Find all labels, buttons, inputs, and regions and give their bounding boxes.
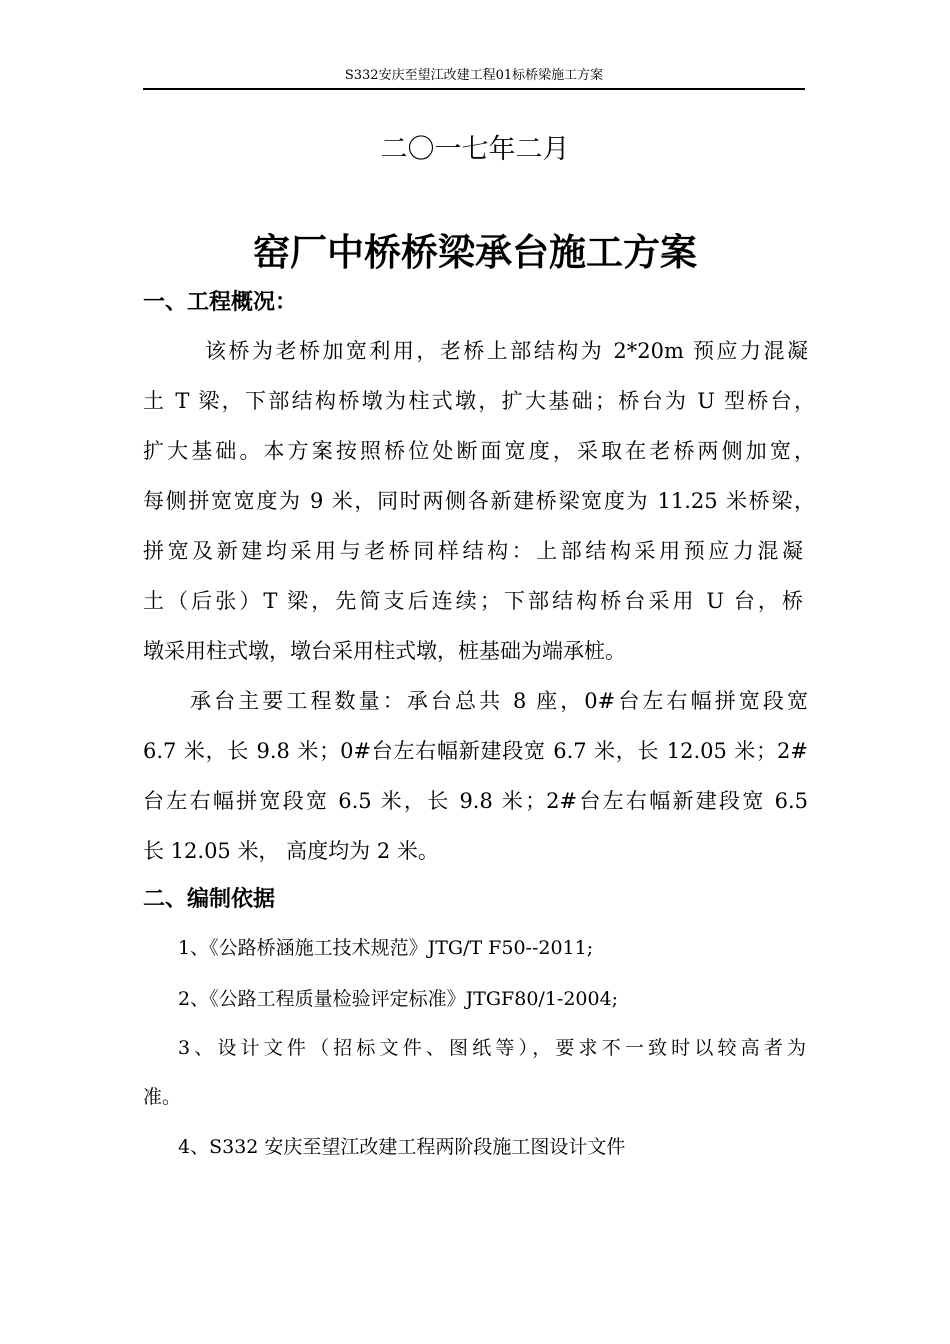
- basis-item: 4、S332 安庆至望江改建工程两阶段施工图设计文件: [178, 1136, 626, 1158]
- basis-item: 3、设计文件（招标文件、图纸等），要求不一致时以较高者为: [178, 1037, 806, 1059]
- overview-line: 土（后张）T 梁，先简支后连续；下部结构桥台采用 U 台，桥: [143, 589, 803, 613]
- quantity-line: 6.7 米，长 9.8 米；0#台左右幅新建段宽 6.7 米，长 12.05 米；2#: [143, 739, 808, 763]
- document-date: 二〇一七年二月: [380, 134, 570, 165]
- basis-item: 1、《公路桥涵施工技术规范》JTG/T F50--2011;: [178, 937, 594, 959]
- basis-item: 准。: [143, 1086, 182, 1108]
- overview-line: 该桥为老桥加宽利用，老桥上部结构为 2*20m 预应力混凝: [205, 339, 808, 363]
- quantity-line: 台左右幅拼宽段宽 6.5 米，长 9.8 米；2#台左右幅新建段宽 6.5: [143, 789, 808, 813]
- document-title: 窑厂中桥桥梁承台施工方案: [253, 231, 697, 274]
- page-header: S332安庆至望江改建工程01标桥梁施工方案: [143, 66, 805, 90]
- quantity-line: 长 12.05 米， 高度均为 2 米。: [143, 839, 439, 863]
- overview-line: 土 T 梁，下部结构桥墩为柱式墩，扩大基础；桥台为 U 型桥台，: [143, 389, 815, 413]
- section-heading-overview: 一、工程概况：: [143, 290, 298, 315]
- quantity-line: 承台主要工程数量：承台总共 8 座，0#台左右幅拼宽段宽: [190, 689, 808, 713]
- basis-item: 2、《公路工程质量检验评定标准》JTGF80/1-2004;: [178, 988, 619, 1010]
- section-heading-basis: 二、编制依据: [143, 887, 276, 912]
- overview-line: 每侧拼宽宽度为 9 米，同时两侧各新建桥梁宽度为 11.25 米桥梁，: [143, 489, 815, 513]
- overview-line: 拼宽及新建均采用与老桥同样结构：上部结构采用预应力混凝: [143, 539, 803, 563]
- overview-line: 扩大基础。本方案按照桥位处断面宽度，采取在老桥两侧加宽，: [143, 439, 815, 463]
- overview-line: 墩采用柱式墩，墩台采用柱式墩，桩基础为端承桩。: [143, 639, 626, 663]
